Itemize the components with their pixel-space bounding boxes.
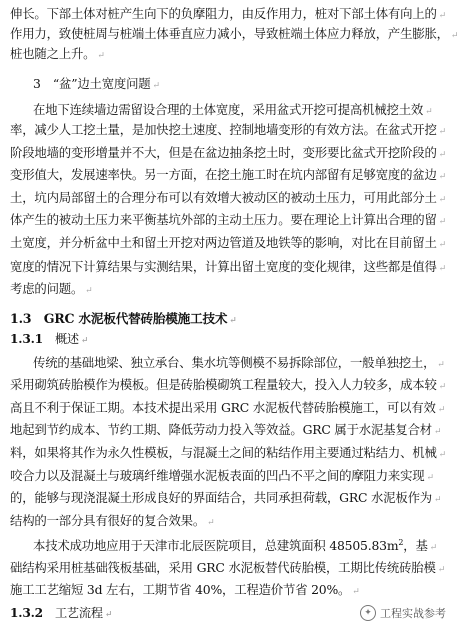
text-line: 变形值大，发展速率快。另一方面，在挖土施工时在坑内部留有足够宽度的盆边 ↵ [10, 167, 447, 182]
text-line: 施工工艺缩短 3d 左右，工期节省 40%，工程造价节省 20%。 ↵ [10, 582, 360, 597]
watermark [360, 605, 446, 621]
wechat-icon: ✦ [360, 605, 376, 621]
text-line: 体产生的被动土压力来平衡基坑外部的主动土压力。要在理论上计算出合理的留 ↵ [10, 212, 447, 227]
text-line: 高且不利于保证工期。本技术提出采用 GRC 水泥板代替砖胎模施工，可以有效 ↵ [10, 400, 446, 415]
text-line: 阶段地墙的变形增量并不大，但是在盆边抽条挖土时，变形要比盆式开挖阶段的 ↵ [10, 145, 447, 160]
text-line: 桩也随之上升。 ↵ [10, 46, 105, 61]
text-line: 础结构采用桩基础筏板基础，采用 GRC 水泥板替代砖胎模，工期比传统砖胎模 ↵ [10, 560, 446, 575]
text-line: 作用力，致使桩周与桩端土体垂直应力减小，导致桩端土体应力释放，产生膨胀， ↵ [10, 26, 458, 41]
text-line: 考虑的问题。 ↵ [10, 281, 93, 296]
text-line: 伸长。下部土体对桩产生向下的负摩阻力，由反作用力，桩对下部土体有向上的 ↵ [10, 6, 447, 21]
text-line: 率，减少人工挖土量，是加快挖土速度、控制地墙变形的有效方法。在盆式开挖 ↵ [10, 122, 447, 137]
text-line: 地起到节约成本、节约工期、降低劳动力投入等效益。GRC 属于水泥基复合材 ↵ [10, 422, 442, 437]
text-line: 本技术成功地应用于天津市北辰医院项目，总建筑面积 $48505.83m^2$，基 ↵ [33, 537, 438, 553]
section-1-3-2-heading: 1.3.2 工艺流程 ↵ [10, 606, 113, 620]
text-line: 传统的基础地梁、独立承台、集水坑等侧模不易拆除部位，一般单独挖土， ↵ [33, 355, 445, 370]
section-1-3-heading: 1.3 GRC 水泥板代替砖胎模施工技术 ↵ [10, 311, 237, 326]
text-line: 土，坑内局部留土的合理分布可以有效增大被动区的被动土压力，可用此部分土 ↵ [10, 190, 447, 205]
section-3-title: 3 “盆”边土宽度问题 ↵ [33, 76, 160, 91]
text-line: 在地下连续墙边需留设合理的土体宽度，采用盆式开挖可提高机械挖土效 ↵ [33, 102, 433, 117]
text-line: 咬合力以及混凝土与玻璃纤维增强水泥板表面的凹凸不平之间的摩阻力来实现 ↵ [10, 468, 434, 483]
section-1-3-1-heading: 1.3.1 概述 ↵ [10, 332, 89, 346]
text-line: 料，如果将其作为永久性模板，与混凝土之间的粘结作用主要通过粘结力、机械 ↵ [10, 445, 447, 460]
text-line: 采用砌筑砖胎模作为模板。但是砖胎模砌筑工程量较大，投入人力较多，成本较 ↵ [10, 377, 447, 392]
watermark-text: 工程实战参考 [380, 607, 446, 620]
text-line: 的，能够与现浇混凝土形成良好的界面结合，共同承担荷载，GRC 水泥板作为 ↵ [10, 490, 442, 505]
text-line: 土宽度，并分析盆中土和留土开挖对两边管道及地铁等的影响，对比在目前留土 ↵ [10, 235, 447, 250]
text-line: 宽度的情况下计算结果与实测结果，计算出留土宽度的变化规律，这些都是值得 ↵ [10, 259, 447, 274]
text-line: 结构的一部分具有很好的复合效果。 ↵ [10, 513, 215, 528]
